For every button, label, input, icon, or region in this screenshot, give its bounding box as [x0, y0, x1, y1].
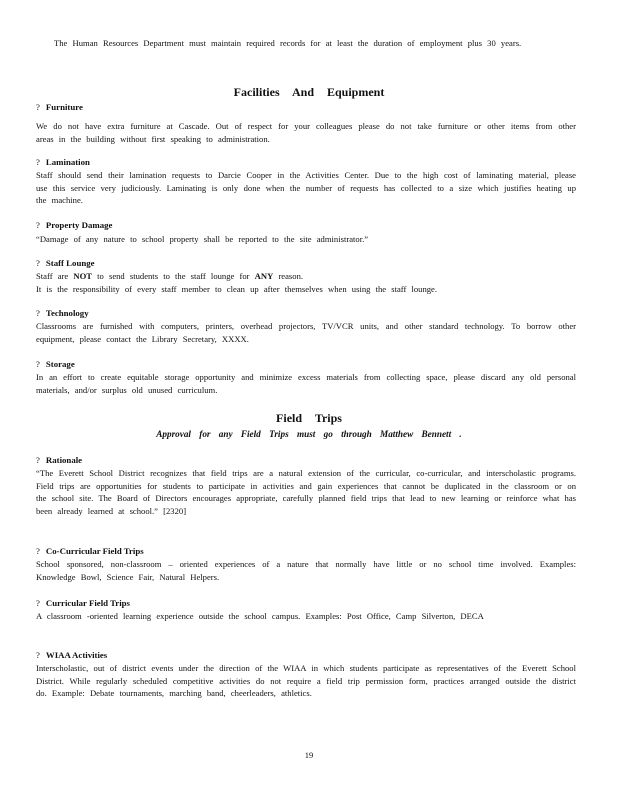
staff-lounge-heading: ? Staff Lounge	[36, 258, 95, 268]
technology-paragraph: Classrooms are furnished with computers, printers, overhead projectors, TV/VCR units, and other standard technology. To borrow other equipment, please contact the Library Secretary, XXXX.	[36, 321, 576, 344]
bullet-glyph: ?	[36, 102, 40, 112]
bullet-glyph: ?	[36, 546, 40, 556]
field-trips-section-title: Field Trips	[276, 411, 342, 425]
storage-heading: ? Storage	[36, 359, 75, 369]
furniture-heading: ? Furniture	[36, 102, 83, 112]
page-number: 19	[304, 750, 314, 760]
property-damage-paragraph: “Damage of any nature to school property shall be reported to the site administrator.”	[36, 234, 369, 244]
furniture-paragraph: We do not have extra furniture at Cascade. Out of respect for your colleagues please do not take furniture or other items from other areas in the building without first speaking to administration.	[36, 121, 576, 144]
rationale-paragraph: “The Everett School District recognizes that field trips are a natural extension of the curricular, co-curricular, and interscholastic programs. Field trips are opportunities for students to participate in activities and gain experiences that cannot be duplicated in the classroom or on the school site. The Board of Directors encourages appropriate, carefully planned field trips that lead to new learning or reinforce what has been already learned at school.” [2320]	[36, 468, 576, 516]
property-damage-heading: ? Property Damage	[36, 220, 113, 230]
rationale-heading: ? Rationale	[36, 455, 83, 465]
curricular-heading: ? Curricular Field Trips	[36, 598, 130, 608]
technology-heading: ? Technology	[36, 308, 89, 318]
bullet-glyph: ?	[36, 598, 40, 608]
storage-paragraph: In an effort to create equitable storage opportunity and minimize excess materials from collecting space, please discard any old personal materials, and/or surplus old unused curriculum.	[36, 372, 576, 395]
bullet-glyph: ?	[36, 455, 40, 465]
wiaa-paragraph: Interscholastic, out of district events under the direction of the WIAA in which students participate as representatives of the Everett School District. While regularly scheduled competitive activities do not require a field trip permission form, practices arranged outside the district do. Example: Debate tournaments, marching band, cheerleaders, athletics.	[36, 663, 576, 699]
bullet-glyph: ?	[36, 157, 40, 167]
bullet-glyph: ?	[36, 359, 40, 369]
cocurricular-heading: ? Co-Curricular Field Trips	[36, 546, 144, 556]
records-retention-paragraph: The Human Resources Department must maintain required records for at least the duration of employment plus 30 years.	[54, 38, 522, 48]
lamination-heading: ? Lamination	[36, 157, 90, 167]
field-trips-approval-note: Approval for any Field Trips must go through Matthew Bennett .	[156, 429, 462, 439]
bullet-glyph: ?	[36, 220, 40, 230]
cocurricular-paragraph: School sponsored, non-classroom – oriented experiences of a nature that normally have little or no school time involved. Examples: Knowledge Bowl, Science Fair, Natural Helpers.	[36, 559, 576, 582]
bullet-glyph: ?	[36, 650, 40, 660]
bullet-glyph: ?	[36, 258, 40, 268]
bullet-glyph: ?	[36, 308, 40, 318]
staff-lounge-paragraph: Staff are NOT to send students to the staff lounge for ANY reason. It is the responsibility of every staff member to clean up after themselves when using the staff lounge.	[36, 271, 438, 294]
lamination-paragraph: Staff should send their lamination requests to Darcie Cooper in the Activities Center. Due to the high cost of laminating material, please use this service very judiciously. Laminating is only done when the number of requests has collected to a size which justifies heating up the machine.	[36, 170, 576, 206]
curricular-paragraph: A classroom -oriented learning experience outside the school campus. Examples: Post Office, Camp Silverton, DECA	[36, 611, 484, 621]
wiaa-heading: ? WIAA Activities	[36, 650, 108, 660]
facilities-section-title: Facilities And Equipment	[233, 85, 385, 99]
